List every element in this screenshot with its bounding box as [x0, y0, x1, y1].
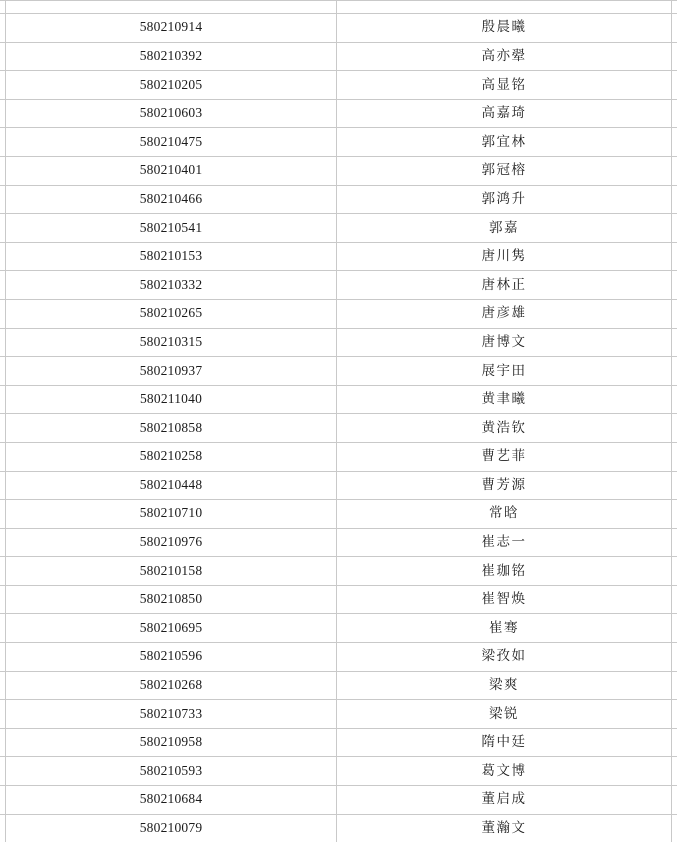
row-spacer-right: [672, 385, 677, 414]
table-row: [0, 128, 677, 157]
cell-student-name: 董瀚文: [337, 814, 672, 842]
table-row: [0, 528, 677, 557]
table-row: [0, 643, 677, 672]
table-row: [0, 357, 677, 386]
table-row-partial: [0, 1, 677, 14]
cell-exam-id: 580210153: [6, 242, 337, 271]
cell-exam-id: 580210475: [6, 128, 337, 157]
table-row: [0, 414, 677, 443]
cell-exam-id: 580210268: [6, 671, 337, 700]
cell-exam-id: 580210332: [6, 271, 337, 300]
cell-student-name: 唐彦雄: [337, 299, 672, 328]
cell-student-name: 崔智焕: [337, 585, 672, 614]
cell-exam-id: 580211040: [6, 385, 337, 414]
cell-id-partial: [6, 1, 337, 14]
table-row: [0, 385, 677, 414]
row-spacer-right: [672, 357, 677, 386]
row-spacer-right: [672, 271, 677, 300]
cell-exam-id: 580210937: [6, 357, 337, 386]
row-spacer-right: [672, 156, 677, 185]
cell-student-name: 梁爽: [337, 671, 672, 700]
cell-student-name: 隋中廷: [337, 728, 672, 757]
row-spacer-right: [672, 671, 677, 700]
table-row: [0, 328, 677, 357]
table-row: [0, 185, 677, 214]
cell-exam-id: 580210401: [6, 156, 337, 185]
row-spacer-right: [672, 1, 677, 14]
cell-exam-id: 580210315: [6, 328, 337, 357]
row-spacer-right: [672, 557, 677, 586]
row-spacer-right: [672, 757, 677, 786]
row-spacer-right: [672, 786, 677, 815]
cell-exam-id: 580210205: [6, 71, 337, 100]
cell-student-name: 唐川隽: [337, 242, 672, 271]
cell-student-name: 常晗: [337, 500, 672, 529]
row-spacer-right: [672, 299, 677, 328]
row-spacer-right: [672, 185, 677, 214]
cell-student-name: 曹芳源: [337, 471, 672, 500]
cell-student-name: 唐林正: [337, 271, 672, 300]
cell-exam-id: 580210850: [6, 585, 337, 614]
cell-exam-id: 580210079: [6, 814, 337, 842]
table-row: [0, 214, 677, 243]
cell-student-name: 高亦翚: [337, 42, 672, 71]
table-row: [0, 71, 677, 100]
cell-exam-id: 580210448: [6, 471, 337, 500]
row-spacer-right: [672, 14, 677, 43]
table-row: [0, 156, 677, 185]
row-spacer-right: [672, 471, 677, 500]
cell-student-name: 曹艺菲: [337, 442, 672, 471]
row-spacer-right: [672, 128, 677, 157]
cell-student-name: 高显铭: [337, 71, 672, 100]
cell-exam-id: 580210392: [6, 42, 337, 71]
cell-exam-id: 580210858: [6, 414, 337, 443]
row-spacer-right: [672, 614, 677, 643]
table-row: [0, 814, 677, 842]
cell-exam-id: 580210541: [6, 214, 337, 243]
cell-exam-id: 580210710: [6, 500, 337, 529]
cell-student-name: 黄聿曦: [337, 385, 672, 414]
cell-student-name: 唐博文: [337, 328, 672, 357]
table-row: [0, 614, 677, 643]
table-row: [0, 700, 677, 729]
table-row: [0, 14, 677, 43]
row-spacer-right: [672, 242, 677, 271]
table-row: [0, 500, 677, 529]
cell-exam-id: 580210265: [6, 299, 337, 328]
table-row: [0, 242, 677, 271]
cell-exam-id: 580210466: [6, 185, 337, 214]
row-spacer-right: [672, 728, 677, 757]
table-row: [0, 442, 677, 471]
cell-student-name: 殷晨曦: [337, 14, 672, 43]
row-spacer-right: [672, 643, 677, 672]
row-spacer-right: [672, 99, 677, 128]
row-spacer-right: [672, 500, 677, 529]
cell-student-name: 葛文博: [337, 757, 672, 786]
cell-exam-id: 580210258: [6, 442, 337, 471]
cell-student-name: 展宇田: [337, 357, 672, 386]
cell-student-name: 崔志一: [337, 528, 672, 557]
cell-student-name: 崔珈铭: [337, 557, 672, 586]
row-spacer-right: [672, 328, 677, 357]
table-row: [0, 99, 677, 128]
table-row: [0, 42, 677, 71]
cell-exam-id: 580210695: [6, 614, 337, 643]
row-spacer-right: [672, 585, 677, 614]
cell-exam-id: 580210596: [6, 643, 337, 672]
table-row: [0, 671, 677, 700]
cell-exam-id: 580210603: [6, 99, 337, 128]
cell-student-name: 高嘉琦: [337, 99, 672, 128]
cell-student-name: 郭嘉: [337, 214, 672, 243]
table-row: [0, 557, 677, 586]
cell-exam-id: 580210733: [6, 700, 337, 729]
roster-table-body: [0, 1, 677, 842]
cell-student-name: 郭宜林: [337, 128, 672, 157]
row-spacer-right: [672, 42, 677, 71]
cell-student-name: 黄浩钦: [337, 414, 672, 443]
cell-name-partial: [337, 1, 672, 14]
row-spacer-right: [672, 528, 677, 557]
cell-student-name: 郭冠榕: [337, 156, 672, 185]
cell-student-name: 崔骞: [337, 614, 672, 643]
row-spacer-right: [672, 442, 677, 471]
cell-exam-id: 580210914: [6, 14, 337, 43]
cell-student-name: 董启成: [337, 786, 672, 815]
row-spacer-right: [672, 414, 677, 443]
row-spacer-right: [672, 214, 677, 243]
row-spacer-right: [672, 700, 677, 729]
table-row: [0, 786, 677, 815]
table-row: [0, 757, 677, 786]
row-spacer-right: [672, 71, 677, 100]
cell-exam-id: 580210976: [6, 528, 337, 557]
table-row: [0, 471, 677, 500]
cell-student-name: 郭鸿升: [337, 185, 672, 214]
row-spacer-right: [672, 814, 677, 842]
table-row: [0, 271, 677, 300]
cell-student-name: 梁孜如: [337, 643, 672, 672]
table-row: [0, 728, 677, 757]
cell-exam-id: 580210593: [6, 757, 337, 786]
table-row: [0, 299, 677, 328]
cell-student-name: 梁锐: [337, 700, 672, 729]
cell-exam-id: 580210158: [6, 557, 337, 586]
table-row: [0, 585, 677, 614]
cell-exam-id: 580210958: [6, 728, 337, 757]
cell-exam-id: 580210684: [6, 786, 337, 815]
